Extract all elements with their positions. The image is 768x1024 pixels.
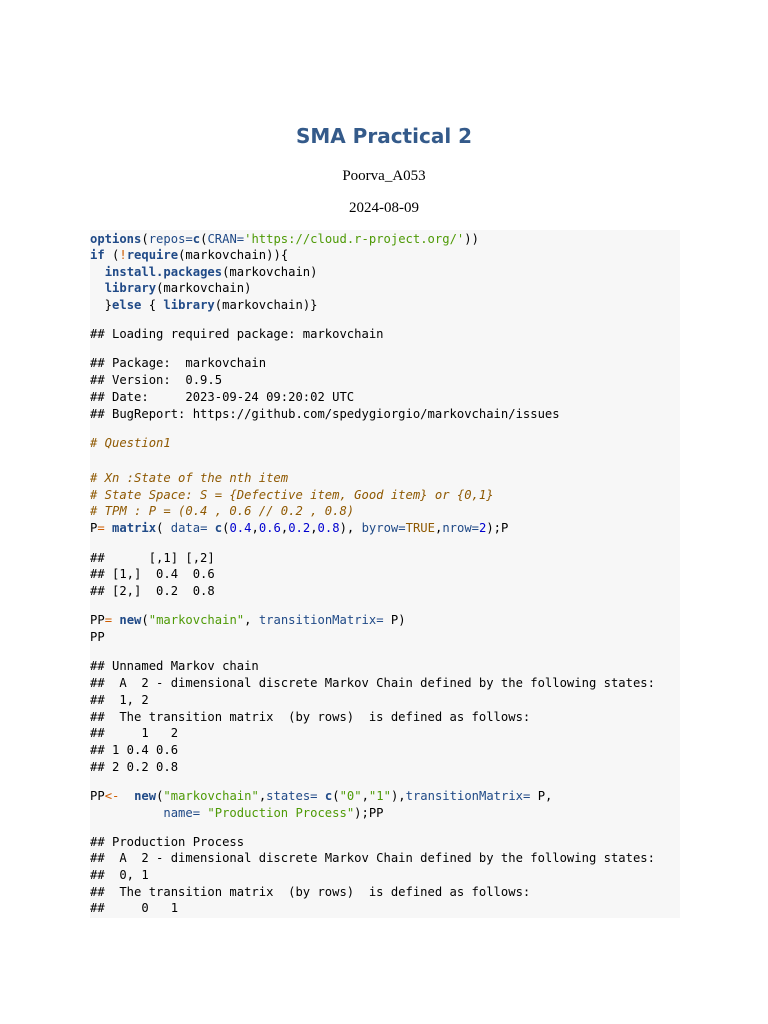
- comment-line: # State Space: S = {Defective item, Good item} or {0,1}: [90, 488, 494, 502]
- code-token: name=: [163, 806, 201, 820]
- output-line: ## 1 2: [90, 726, 179, 740]
- code-token: ,: [251, 521, 259, 535]
- code-line: [90, 264, 317, 281]
- code-token: [207, 521, 214, 535]
- code-token: PP: [90, 789, 105, 803]
- output-line: ## 1 0.4 0.6: [90, 743, 179, 757]
- code-token: ,: [310, 521, 318, 535]
- code-token: [90, 281, 105, 295]
- code-token: )): [464, 232, 479, 246]
- code-token: c: [192, 232, 201, 246]
- output-line: ## 0 1: [90, 901, 179, 915]
- code-token: P): [383, 613, 406, 627]
- comment-line: # TPM : P = (0.4 , 0.6 // 0.2 , 0.8): [90, 504, 355, 518]
- code-line: [90, 231, 479, 248]
- code-token: data=: [170, 521, 208, 535]
- code-token: <-: [104, 789, 120, 803]
- code-token: (markovchain)}: [214, 298, 318, 312]
- code-token: ,: [258, 789, 267, 803]
- code-token: (: [141, 232, 149, 246]
- output-line: ## 0, 1: [90, 868, 149, 882]
- code-token: [318, 789, 325, 803]
- code-token: c: [324, 789, 333, 803]
- output-line: ## [,1] [,2]: [90, 551, 215, 565]
- code-line: [90, 297, 318, 314]
- code-token: (: [141, 613, 149, 627]
- output-line: ## BugReport: https://github.com/spedygiorgio/markovchain/issues: [90, 407, 560, 421]
- code-line: [90, 788, 552, 805]
- output-line: ## Package: markovchain: [90, 356, 267, 370]
- code-token: [119, 789, 134, 803]
- code-token: install.packages: [104, 265, 223, 279]
- code-token: c: [214, 521, 223, 535]
- code-token: (markovchain): [222, 265, 318, 279]
- code-token: );P: [486, 521, 509, 535]
- code-token: !: [119, 248, 127, 262]
- output-line: ## Production Process: [90, 835, 245, 849]
- output-line: ## [1,] 0.4 0.6: [90, 567, 215, 581]
- code-line: PP: [90, 630, 105, 644]
- code-token: (: [104, 248, 120, 262]
- code-token: );PP: [354, 806, 384, 820]
- code-token: if: [90, 248, 105, 262]
- code-line: [90, 612, 406, 629]
- code-token: =: [97, 521, 105, 535]
- code-token: 0.4: [229, 521, 252, 535]
- code-area: [90, 230, 680, 918]
- code-token: library: [104, 281, 157, 295]
- code-line: [90, 520, 508, 537]
- code-token: transitionMatrix=: [258, 613, 384, 627]
- document-date: 2024-08-09: [349, 200, 419, 216]
- code-token: "markovchain": [163, 789, 259, 803]
- code-token: byrow=: [361, 521, 406, 535]
- output-line: ## 2 0.2 0.8: [90, 760, 179, 774]
- code-token: "1": [368, 789, 391, 803]
- code-token: ,: [244, 613, 259, 627]
- code-line: [90, 805, 384, 822]
- code-token: options: [90, 232, 142, 246]
- code-token: (markovchain)){: [178, 248, 289, 262]
- code-token: ,: [280, 521, 289, 535]
- code-token: =: [104, 613, 113, 627]
- document-title: SMA Practical 2: [295, 124, 473, 148]
- code-token: else: [112, 298, 142, 312]
- code-token: 0.8: [317, 521, 340, 535]
- code-token: ),: [339, 521, 362, 535]
- code-token: {: [141, 298, 164, 312]
- output-line: ## Unnamed Markov chain: [90, 659, 259, 673]
- code-token: "0": [339, 789, 362, 803]
- code-token: (: [332, 789, 340, 803]
- code-token: transitionMatrix=: [405, 789, 531, 803]
- code-token: new: [134, 789, 157, 803]
- code-token: nrow=: [442, 521, 479, 535]
- code-token: [90, 806, 163, 820]
- code-token: 0.2: [288, 521, 311, 535]
- code-token: (: [156, 789, 164, 803]
- code-line: [90, 247, 288, 264]
- code-token: "Production Process": [207, 806, 355, 820]
- code-token: "markovchain": [148, 613, 245, 627]
- code-token: (: [156, 521, 171, 535]
- output-line: ## The transition matrix (by rows) is defined as follows:: [90, 710, 531, 724]
- code-token: matrix: [112, 521, 157, 535]
- code-token: }: [90, 298, 113, 312]
- comment-line: # Question1: [90, 436, 171, 450]
- code-token: CRAN=: [207, 232, 245, 246]
- comment-line: # Xn :State of the nth item: [90, 471, 289, 485]
- code-token: states=: [266, 789, 318, 803]
- code-token: ,: [434, 521, 443, 535]
- code-token: (: [200, 232, 208, 246]
- document-author: Poorva_A053: [342, 168, 426, 184]
- code-token: (: [222, 521, 230, 535]
- output-line: ## Version: 0.9.5: [90, 373, 223, 387]
- output-line: ## 1, 2: [90, 693, 149, 707]
- code-token: (markovchain): [156, 281, 252, 295]
- code-token: ,: [361, 789, 369, 803]
- code-token: require: [126, 248, 179, 262]
- code-token: P: [90, 521, 98, 535]
- code-token: [90, 265, 105, 279]
- output-line: ## [2,] 0.2 0.8: [90, 584, 215, 598]
- output-line: ## Date: 2023-09-24 09:20:02 UTC: [90, 390, 355, 404]
- output-line: ## The transition matrix (by rows) is defined as follows:: [90, 885, 531, 899]
- output-line: ## A 2 - dimensional discrete Markov Chain defined by the following states:: [90, 851, 655, 865]
- output-line: ## Loading required package: markovchain: [90, 327, 384, 341]
- code-token: 2: [479, 521, 487, 535]
- code-token: [105, 521, 112, 535]
- code-token: ),: [390, 789, 406, 803]
- code-token: 'https://cloud.r-project.org/': [244, 232, 465, 246]
- output-line: ## A 2 - dimensional discrete Markov Chain defined by the following states:: [90, 676, 655, 690]
- code-token: new: [119, 613, 142, 627]
- code-line: [90, 280, 251, 297]
- code-token: 0.6: [258, 521, 281, 535]
- code-token: PP: [90, 613, 105, 627]
- code-token: TRUE: [405, 521, 435, 535]
- code-token: repos=: [148, 232, 193, 246]
- code-token: library: [163, 298, 215, 312]
- code-token: P,: [530, 789, 553, 803]
